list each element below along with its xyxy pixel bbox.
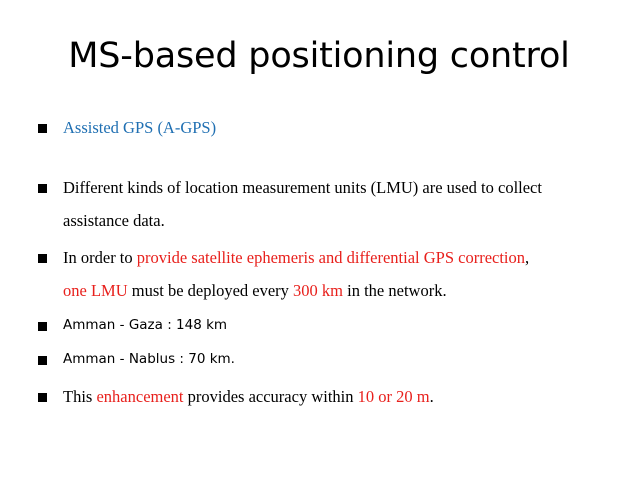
text-run-highlight: provide satellite ephemeris and differential GPS correction [136, 248, 526, 267]
text-run-highlight: 300 km [293, 281, 344, 300]
bullet-square-icon [38, 124, 47, 133]
bullet-square-icon [38, 356, 47, 365]
text-run: . [429, 387, 434, 406]
bullet-text-satellite-line1 [63, 248, 529, 268]
bullet-text-satellite-line2 [63, 281, 447, 301]
bullet-square-icon [38, 322, 47, 331]
text-run: , [525, 248, 530, 267]
text-run-highlight: 10 or 20 m [357, 387, 430, 406]
slide-title: MS-based positioning control [68, 36, 570, 76]
bullet-text-nablus: Amman - Nablus : 70 km. [63, 351, 235, 367]
text-run: In order to [63, 248, 137, 267]
text-run-highlight: one LMU [63, 281, 128, 300]
bullet-square-icon [38, 393, 47, 402]
text-run-highlight: enhancement [96, 387, 184, 406]
bullet-text-lmu-line2: assistance data. [63, 211, 165, 230]
text-run: in the network. [343, 281, 447, 300]
bullet-text-agps: Assisted GPS (A-GPS) [63, 118, 217, 137]
bullet-text-accuracy [63, 387, 434, 407]
bullet-text-gaza: Amman - Gaza : 148 km [63, 317, 228, 333]
bullet-square-icon [38, 254, 47, 263]
text-run: provides accuracy within [183, 387, 358, 406]
text-run: This [63, 387, 97, 406]
bullet-text-lmu-line1: Different kinds of location measurement units (LMU) are used to collect [63, 178, 542, 197]
text-run: must be deployed every [127, 281, 294, 300]
bullet-square-icon [38, 184, 47, 193]
